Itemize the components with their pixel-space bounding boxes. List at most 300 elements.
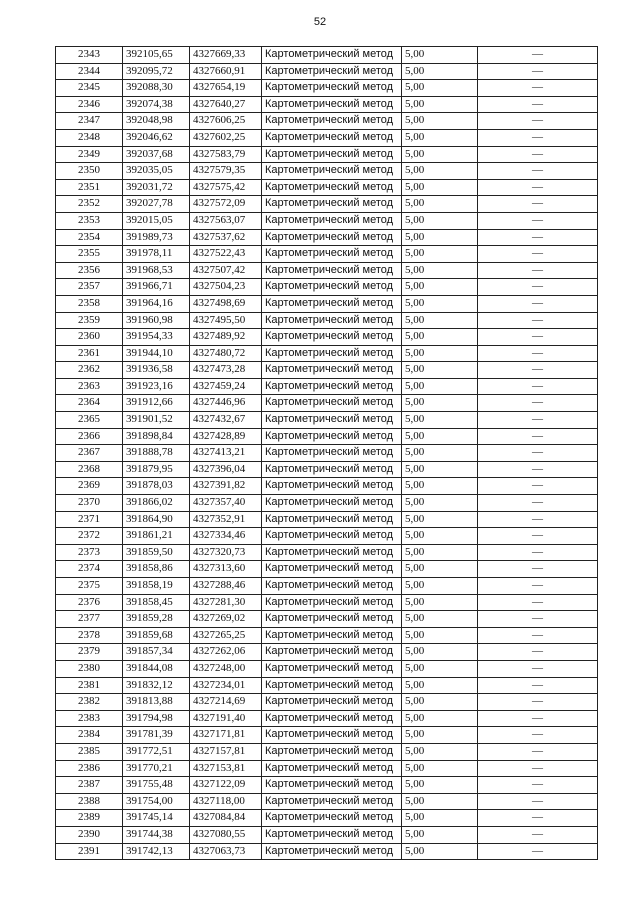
coordinates-table-body [56, 47, 598, 860]
table-row [56, 461, 598, 478]
error-cell: 5,00 [402, 329, 478, 346]
error-cell: 5,00 [402, 262, 478, 279]
method-cell: Картометрический метод [262, 544, 402, 561]
error-cell: 5,00 [402, 660, 478, 677]
table-row [56, 395, 598, 412]
x-coordinate-cell: 391754,00 [123, 793, 190, 810]
table-row [56, 96, 598, 113]
y-coordinate-cell: 4327522,43 [190, 246, 262, 263]
x-coordinate-cell: 391968,53 [123, 262, 190, 279]
table-row [56, 810, 598, 827]
method-cell: Картометрический метод [262, 461, 402, 478]
table-row [56, 246, 598, 263]
note-cell: — [478, 495, 598, 512]
x-coordinate-cell: 392037,68 [123, 146, 190, 163]
table-row [56, 63, 598, 80]
error-cell: 5,00 [402, 395, 478, 412]
error-cell: 5,00 [402, 843, 478, 860]
error-cell: 5,00 [402, 295, 478, 312]
table-row [56, 843, 598, 860]
point-number-cell: 2379 [56, 644, 123, 661]
error-cell: 5,00 [402, 694, 478, 711]
y-coordinate-cell: 4327281,30 [190, 594, 262, 611]
y-coordinate-cell: 4327191,40 [190, 710, 262, 727]
x-coordinate-cell: 391888,78 [123, 445, 190, 462]
x-coordinate-cell: 391857,34 [123, 644, 190, 661]
note-cell: — [478, 163, 598, 180]
method-cell: Картометрический метод [262, 279, 402, 296]
error-cell: 5,00 [402, 627, 478, 644]
x-coordinate-cell: 391745,14 [123, 810, 190, 827]
note-cell: — [478, 826, 598, 843]
method-cell: Картометрический метод [262, 129, 402, 146]
table-row [56, 163, 598, 180]
y-coordinate-cell: 4327320,73 [190, 544, 262, 561]
point-number-cell: 2382 [56, 694, 123, 711]
method-cell: Картометрический метод [262, 677, 402, 694]
point-number-cell: 2383 [56, 710, 123, 727]
point-number-cell: 2370 [56, 495, 123, 512]
method-cell: Картометрический метод [262, 810, 402, 827]
table-row [56, 561, 598, 578]
x-coordinate-cell: 392035,05 [123, 163, 190, 180]
x-coordinate-cell: 391781,39 [123, 727, 190, 744]
error-cell: 5,00 [402, 611, 478, 628]
x-coordinate-cell: 392088,30 [123, 80, 190, 97]
method-cell: Картометрический метод [262, 196, 402, 213]
point-number-cell: 2373 [56, 544, 123, 561]
error-cell: 5,00 [402, 777, 478, 794]
table-row [56, 594, 598, 611]
error-cell: 5,00 [402, 743, 478, 760]
y-coordinate-cell: 4327606,25 [190, 113, 262, 130]
method-cell: Картометрический метод [262, 793, 402, 810]
y-coordinate-cell: 4327669,33 [190, 47, 262, 64]
error-cell: 5,00 [402, 80, 478, 97]
note-cell: — [478, 511, 598, 528]
note-cell: — [478, 694, 598, 711]
table-row [56, 412, 598, 429]
point-number-cell: 2346 [56, 96, 123, 113]
table-row [56, 660, 598, 677]
table-row [56, 611, 598, 628]
point-number-cell: 2369 [56, 478, 123, 495]
table-row [56, 229, 598, 246]
method-cell: Картометрический метод [262, 146, 402, 163]
note-cell: — [478, 793, 598, 810]
point-number-cell: 2380 [56, 660, 123, 677]
note-cell: — [478, 47, 598, 64]
note-cell: — [478, 578, 598, 595]
x-coordinate-cell: 391936,58 [123, 362, 190, 379]
note-cell: — [478, 246, 598, 263]
note-cell: — [478, 660, 598, 677]
point-number-cell: 2355 [56, 246, 123, 263]
method-cell: Картометрический метод [262, 528, 402, 545]
point-number-cell: 2391 [56, 843, 123, 860]
y-coordinate-cell: 4327214,69 [190, 694, 262, 711]
note-cell: — [478, 461, 598, 478]
y-coordinate-cell: 4327575,42 [190, 179, 262, 196]
error-cell: 5,00 [402, 362, 478, 379]
note-cell: — [478, 412, 598, 429]
method-cell: Картометрический метод [262, 113, 402, 130]
error-cell: 5,00 [402, 793, 478, 810]
error-cell: 5,00 [402, 229, 478, 246]
y-coordinate-cell: 4327153,81 [190, 760, 262, 777]
error-cell: 5,00 [402, 495, 478, 512]
method-cell: Картометрический метод [262, 826, 402, 843]
y-coordinate-cell: 4327459,24 [190, 378, 262, 395]
point-number-cell: 2363 [56, 378, 123, 395]
point-number-cell: 2362 [56, 362, 123, 379]
method-cell: Картометрический метод [262, 843, 402, 860]
x-coordinate-cell: 392031,72 [123, 179, 190, 196]
table-row [56, 262, 598, 279]
y-coordinate-cell: 4327432,67 [190, 412, 262, 429]
x-coordinate-cell: 391989,73 [123, 229, 190, 246]
y-coordinate-cell: 4327583,79 [190, 146, 262, 163]
note-cell: — [478, 329, 598, 346]
x-coordinate-cell: 391858,19 [123, 578, 190, 595]
y-coordinate-cell: 4327660,91 [190, 63, 262, 80]
method-cell: Картометрический метод [262, 312, 402, 329]
x-coordinate-cell: 391866,02 [123, 495, 190, 512]
note-cell: — [478, 843, 598, 860]
method-cell: Картометрический метод [262, 743, 402, 760]
method-cell: Картометрический метод [262, 660, 402, 677]
y-coordinate-cell: 4327084,84 [190, 810, 262, 827]
x-coordinate-cell: 391901,52 [123, 412, 190, 429]
note-cell: — [478, 760, 598, 777]
point-number-cell: 2344 [56, 63, 123, 80]
x-coordinate-cell: 392015,05 [123, 212, 190, 229]
y-coordinate-cell: 4327269,02 [190, 611, 262, 628]
error-cell: 5,00 [402, 760, 478, 777]
x-coordinate-cell: 391813,88 [123, 694, 190, 711]
point-number-cell: 2365 [56, 412, 123, 429]
error-cell: 5,00 [402, 677, 478, 694]
note-cell: — [478, 262, 598, 279]
error-cell: 5,00 [402, 578, 478, 595]
note-cell: — [478, 113, 598, 130]
y-coordinate-cell: 4327080,55 [190, 826, 262, 843]
error-cell: 5,00 [402, 129, 478, 146]
note-cell: — [478, 710, 598, 727]
note-cell: — [478, 229, 598, 246]
error-cell: 5,00 [402, 163, 478, 180]
error-cell: 5,00 [402, 63, 478, 80]
method-cell: Картометрический метод [262, 246, 402, 263]
coordinates-table [55, 46, 598, 860]
table-row [56, 743, 598, 760]
y-coordinate-cell: 4327504,23 [190, 279, 262, 296]
x-coordinate-cell: 391858,45 [123, 594, 190, 611]
error-cell: 5,00 [402, 146, 478, 163]
x-coordinate-cell: 391923,16 [123, 378, 190, 395]
point-number-cell: 2343 [56, 47, 123, 64]
table-row [56, 80, 598, 97]
method-cell: Картометрический метод [262, 478, 402, 495]
point-number-cell: 2359 [56, 312, 123, 329]
point-number-cell: 2367 [56, 445, 123, 462]
table-row [56, 279, 598, 296]
table-row [56, 644, 598, 661]
error-cell: 5,00 [402, 312, 478, 329]
error-cell: 5,00 [402, 511, 478, 528]
x-coordinate-cell: 391966,71 [123, 279, 190, 296]
y-coordinate-cell: 4327579,35 [190, 163, 262, 180]
point-number-cell: 2358 [56, 295, 123, 312]
point-number-cell: 2389 [56, 810, 123, 827]
point-number-cell: 2356 [56, 262, 123, 279]
x-coordinate-cell: 392027,78 [123, 196, 190, 213]
note-cell: — [478, 611, 598, 628]
table-row [56, 345, 598, 362]
note-cell: — [478, 644, 598, 661]
method-cell: Картометрический метод [262, 378, 402, 395]
table-row [56, 478, 598, 495]
note-cell: — [478, 561, 598, 578]
x-coordinate-cell: 392048,98 [123, 113, 190, 130]
method-cell: Картометрический метод [262, 262, 402, 279]
error-cell: 5,00 [402, 378, 478, 395]
x-coordinate-cell: 391844,08 [123, 660, 190, 677]
method-cell: Картометрический метод [262, 594, 402, 611]
note-cell: — [478, 378, 598, 395]
point-number-cell: 2386 [56, 760, 123, 777]
table-row [56, 312, 598, 329]
point-number-cell: 2381 [56, 677, 123, 694]
x-coordinate-cell: 391859,68 [123, 627, 190, 644]
method-cell: Картометрический метод [262, 229, 402, 246]
note-cell: — [478, 146, 598, 163]
error-cell: 5,00 [402, 428, 478, 445]
method-cell: Картометрический метод [262, 578, 402, 595]
note-cell: — [478, 544, 598, 561]
y-coordinate-cell: 4327413,21 [190, 445, 262, 462]
x-coordinate-cell: 392074,38 [123, 96, 190, 113]
note-cell: — [478, 777, 598, 794]
point-number-cell: 2349 [56, 146, 123, 163]
y-coordinate-cell: 4327357,40 [190, 495, 262, 512]
table-row [56, 378, 598, 395]
error-cell: 5,00 [402, 412, 478, 429]
table-row [56, 113, 598, 130]
table-row [56, 777, 598, 794]
method-cell: Картометрический метод [262, 561, 402, 578]
table-row [56, 428, 598, 445]
error-cell: 5,00 [402, 478, 478, 495]
x-coordinate-cell: 392046,62 [123, 129, 190, 146]
method-cell: Картометрический метод [262, 212, 402, 229]
note-cell: — [478, 428, 598, 445]
method-cell: Картометрический метод [262, 777, 402, 794]
note-cell: — [478, 63, 598, 80]
x-coordinate-cell: 391772,51 [123, 743, 190, 760]
note-cell: — [478, 212, 598, 229]
point-number-cell: 2357 [56, 279, 123, 296]
point-number-cell: 2348 [56, 129, 123, 146]
y-coordinate-cell: 4327352,91 [190, 511, 262, 528]
y-coordinate-cell: 4327313,60 [190, 561, 262, 578]
x-coordinate-cell: 391859,28 [123, 611, 190, 628]
note-cell: — [478, 743, 598, 760]
table-row [56, 212, 598, 229]
table-row [56, 694, 598, 711]
x-coordinate-cell: 391912,66 [123, 395, 190, 412]
table-row [56, 544, 598, 561]
error-cell: 5,00 [402, 544, 478, 561]
y-coordinate-cell: 4327063,73 [190, 843, 262, 860]
y-coordinate-cell: 4327428,89 [190, 428, 262, 445]
method-cell: Картометрический метод [262, 345, 402, 362]
point-number-cell: 2345 [56, 80, 123, 97]
note-cell: — [478, 478, 598, 495]
method-cell: Картометрический метод [262, 395, 402, 412]
table-row [56, 295, 598, 312]
method-cell: Картометрический метод [262, 428, 402, 445]
y-coordinate-cell: 4327234,01 [190, 677, 262, 694]
x-coordinate-cell: 391859,50 [123, 544, 190, 561]
table-row [56, 710, 598, 727]
error-cell: 5,00 [402, 445, 478, 462]
point-number-cell: 2352 [56, 196, 123, 213]
x-coordinate-cell: 391861,21 [123, 528, 190, 545]
error-cell: 5,00 [402, 113, 478, 130]
error-cell: 5,00 [402, 644, 478, 661]
error-cell: 5,00 [402, 212, 478, 229]
point-number-cell: 2388 [56, 793, 123, 810]
note-cell: — [478, 395, 598, 412]
point-number-cell: 2347 [56, 113, 123, 130]
table-row [56, 329, 598, 346]
x-coordinate-cell: 391898,84 [123, 428, 190, 445]
point-number-cell: 2371 [56, 511, 123, 528]
table-row [56, 578, 598, 595]
x-coordinate-cell: 391960,98 [123, 312, 190, 329]
point-number-cell: 2385 [56, 743, 123, 760]
error-cell: 5,00 [402, 727, 478, 744]
error-cell: 5,00 [402, 345, 478, 362]
table-row [56, 511, 598, 528]
note-cell: — [478, 312, 598, 329]
point-number-cell: 2376 [56, 594, 123, 611]
method-cell: Картометрический метод [262, 80, 402, 97]
table-row [56, 179, 598, 196]
table-row [56, 528, 598, 545]
y-coordinate-cell: 4327265,25 [190, 627, 262, 644]
method-cell: Картометрический метод [262, 179, 402, 196]
point-number-cell: 2354 [56, 229, 123, 246]
x-coordinate-cell: 391944,10 [123, 345, 190, 362]
point-number-cell: 2368 [56, 461, 123, 478]
method-cell: Картометрический метод [262, 412, 402, 429]
error-cell: 5,00 [402, 196, 478, 213]
note-cell: — [478, 345, 598, 362]
table-row [56, 445, 598, 462]
note-cell: — [478, 627, 598, 644]
table-row [56, 196, 598, 213]
point-number-cell: 2390 [56, 826, 123, 843]
note-cell: — [478, 96, 598, 113]
table-row [56, 677, 598, 694]
x-coordinate-cell: 391879,95 [123, 461, 190, 478]
table-row [56, 495, 598, 512]
table-row [56, 793, 598, 810]
x-coordinate-cell: 391755,48 [123, 777, 190, 794]
point-number-cell: 2377 [56, 611, 123, 628]
y-coordinate-cell: 4327288,46 [190, 578, 262, 595]
note-cell: — [478, 279, 598, 296]
y-coordinate-cell: 4327391,82 [190, 478, 262, 495]
point-number-cell: 2353 [56, 212, 123, 229]
method-cell: Картометрический метод [262, 329, 402, 346]
page-number: 52 [313, 16, 327, 28]
error-cell: 5,00 [402, 561, 478, 578]
error-cell: 5,00 [402, 461, 478, 478]
y-coordinate-cell: 4327654,19 [190, 80, 262, 97]
y-coordinate-cell: 4327396,04 [190, 461, 262, 478]
point-number-cell: 2351 [56, 179, 123, 196]
table-row [56, 362, 598, 379]
x-coordinate-cell: 391964,16 [123, 295, 190, 312]
point-number-cell: 2360 [56, 329, 123, 346]
note-cell: — [478, 196, 598, 213]
method-cell: Картометрический метод [262, 760, 402, 777]
method-cell: Картометрический метод [262, 47, 402, 64]
point-number-cell: 2372 [56, 528, 123, 545]
x-coordinate-cell: 392095,72 [123, 63, 190, 80]
method-cell: Картометрический метод [262, 727, 402, 744]
point-number-cell: 2361 [56, 345, 123, 362]
y-coordinate-cell: 4327640,27 [190, 96, 262, 113]
error-cell: 5,00 [402, 246, 478, 263]
table-row [56, 727, 598, 744]
note-cell: — [478, 179, 598, 196]
y-coordinate-cell: 4327171,81 [190, 727, 262, 744]
y-coordinate-cell: 4327157,81 [190, 743, 262, 760]
note-cell: — [478, 445, 598, 462]
method-cell: Картометрический метод [262, 63, 402, 80]
error-cell: 5,00 [402, 810, 478, 827]
error-cell: 5,00 [402, 528, 478, 545]
method-cell: Картометрический метод [262, 163, 402, 180]
error-cell: 5,00 [402, 47, 478, 64]
note-cell: — [478, 80, 598, 97]
y-coordinate-cell: 4327602,25 [190, 129, 262, 146]
method-cell: Картометрический метод [262, 694, 402, 711]
method-cell: Картометрический метод [262, 495, 402, 512]
y-coordinate-cell: 4327489,92 [190, 329, 262, 346]
x-coordinate-cell: 391878,03 [123, 478, 190, 495]
note-cell: — [478, 594, 598, 611]
y-coordinate-cell: 4327446,96 [190, 395, 262, 412]
note-cell: — [478, 528, 598, 545]
y-coordinate-cell: 4327498,69 [190, 295, 262, 312]
y-coordinate-cell: 4327473,28 [190, 362, 262, 379]
method-cell: Картометрический метод [262, 96, 402, 113]
point-number-cell: 2384 [56, 727, 123, 744]
error-cell: 5,00 [402, 710, 478, 727]
y-coordinate-cell: 4327507,42 [190, 262, 262, 279]
note-cell: — [478, 129, 598, 146]
table-row [56, 47, 598, 64]
y-coordinate-cell: 4327118,00 [190, 793, 262, 810]
point-number-cell: 2350 [56, 163, 123, 180]
note-cell: — [478, 810, 598, 827]
y-coordinate-cell: 4327248,00 [190, 660, 262, 677]
